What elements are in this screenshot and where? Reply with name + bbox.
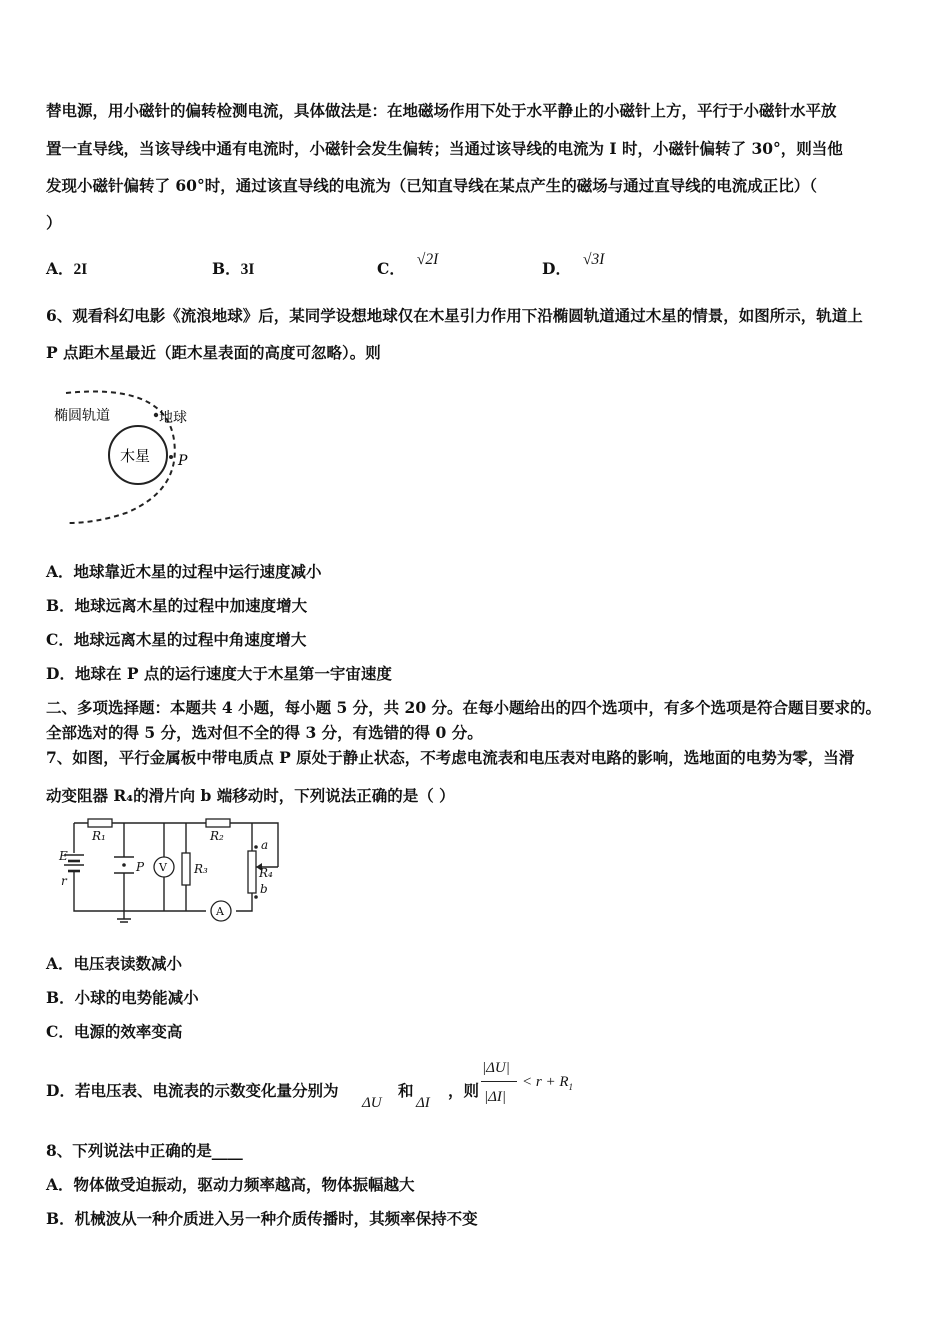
label-e: E — [59, 849, 68, 863]
r2-resistor — [206, 819, 230, 827]
q5-option-d — [542, 251, 605, 281]
and-text: 和 — [398, 1081, 414, 1100]
label-a: a — [261, 838, 269, 852]
option-label: D． — [542, 259, 571, 278]
rhs-subscript: 1 — [568, 1082, 573, 1092]
q5-option-a — [46, 258, 87, 281]
label-r3: R₃ — [194, 862, 208, 876]
q5-line-1: 替电源，用小磁针的偏转检测电流，具体做法是：在地磁场作用下处于水平静止的小磁针上方，平行于小磁针水平放 — [46, 101, 837, 120]
section2-line-1: 二、多项选择题：本题共 4 小题，每小题 5 分，共 20 分。在每小题给出的四个选项中，有多个选项是符合题目要求的。 — [46, 698, 882, 717]
q5-option-c — [377, 251, 439, 281]
fraction-bar — [481, 1081, 517, 1082]
particle-p-dot — [122, 863, 126, 867]
ground-symbol — [117, 911, 131, 922]
q6-line-1: 6、观看科幻电影《流浪地球》后，某同学设想地球仅在木星引力作用下沿椭圆轨道通过木星的情景，如图所示，轨道上 — [46, 306, 863, 325]
option-value: 3I — [240, 261, 255, 278]
r1-resistor — [88, 819, 112, 827]
q6-option-a: A．地球靠近木星的过程中运行速度减小 — [46, 562, 322, 581]
earth-dot — [154, 413, 158, 417]
point-a-dot — [254, 845, 258, 849]
fraction-denominator: |ΔI| — [484, 1089, 507, 1105]
point-p-label: P — [178, 453, 188, 469]
label-r: r — [61, 874, 67, 888]
q8-option-b: B．机械波从一种介质进入另一种介质传播时，其频率保持不变 — [46, 1209, 478, 1228]
bottom-right-wire — [236, 893, 252, 911]
option-value: √2I — [416, 251, 439, 268]
q7-option-d-text: D．若电压表、电流表的示数变化量分别为 — [46, 1081, 339, 1100]
q6-option-b: B．地球远离木星的过程中加速度增大 — [46, 596, 308, 615]
delta-i-symbol: ΔI — [416, 1095, 430, 1111]
q7-option-c: C．电源的效率变高 — [46, 1022, 183, 1041]
ammeter-label: A — [216, 905, 224, 918]
point-b-dot — [254, 895, 258, 899]
label-b: b — [260, 882, 268, 896]
q5-line-3: 发现小磁针偏转了 60°时，通过该直导线的电流为（已知直导线在某点产生的磁场与通过直导线的电流成正比）（ — [46, 176, 817, 195]
q6-option-c: C．地球远离木星的过程中角速度增大 — [46, 630, 307, 649]
delta-u-symbol: ΔU — [362, 1095, 382, 1111]
option-value: √3I — [582, 251, 605, 268]
q7-line-1: 7、如图，平行金属板中带电质点 P 原处于静止状态，不考虑电流表和电压表对电路的影响，选地面的电势为零，当滑 — [46, 748, 855, 767]
circuit-figure — [56, 815, 291, 925]
jupiter-label: 木星 — [120, 447, 151, 465]
voltmeter-label: V — [159, 861, 167, 874]
q6-option-d: D．地球在 P 点的运行速度大于木星第一宇宙速度 — [46, 664, 392, 683]
label-r2: R₂ — [210, 829, 224, 843]
fraction-numerator: |ΔU| — [482, 1060, 510, 1076]
q5-line-2: 置一直导线，当该导线中通有电流时，小磁针会发生偏转；当通过该导线的电流为 I 时，小磁针偏转了 30°，则当他 — [46, 139, 843, 158]
option-label: A． — [46, 259, 74, 278]
q6-line-2: P 点距木星最近（距木星表面的高度可忽略）。则 — [46, 343, 381, 362]
q8-title: 8、下列说法中正确的是____ — [46, 1141, 243, 1160]
q7-line-2: 动变阻器 R₄的滑片向 b 端移动时，下列说法正确的是（ ） — [46, 786, 455, 805]
option-label: B． — [212, 259, 241, 278]
q7-option-a: A．电压表读数减小 — [46, 954, 183, 973]
q7-option-b: B．小球的电势能减小 — [46, 988, 199, 1007]
rhs-expression: < r + R — [522, 1074, 569, 1090]
label-p: P — [136, 860, 145, 874]
section2-line-2: 全部选对的得 5 分，选对但不全的得 3 分，有选错的得 0 分。 — [46, 723, 483, 742]
q5-option-b — [212, 258, 254, 281]
option-value: 2I — [73, 261, 88, 278]
point-p-dot — [169, 455, 173, 459]
q8-option-a: A．物体做受迫振动，驱动力频率越高，物体振幅越大 — [46, 1175, 415, 1194]
orbit-figure — [46, 385, 216, 530]
earth-label: 地球 — [159, 410, 187, 426]
orbit-label: 椭圆轨道 — [54, 408, 110, 424]
label-r1: R₁ — [92, 829, 106, 843]
then-text: ，则 — [448, 1081, 480, 1100]
label-r4: R₄ — [259, 866, 273, 880]
option-label: C． — [377, 259, 405, 278]
r4-resistor — [248, 851, 256, 893]
q5-line-4: ） — [46, 213, 62, 232]
fraction-rhs — [522, 1071, 573, 1098]
r3-resistor — [182, 853, 190, 885]
